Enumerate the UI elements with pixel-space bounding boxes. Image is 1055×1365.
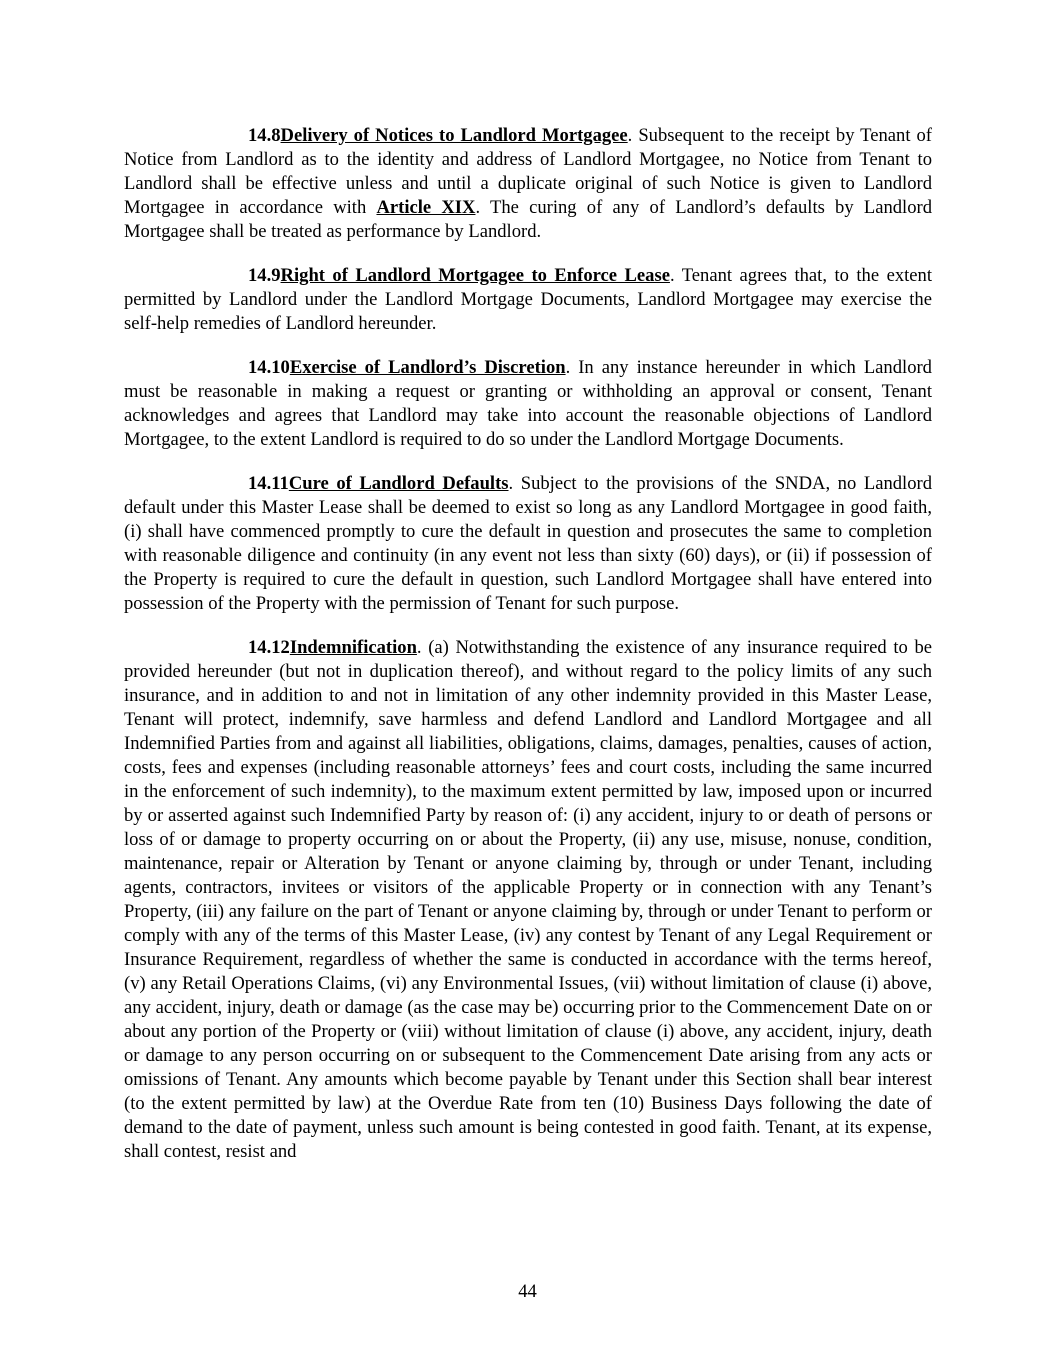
section-14-11 <box>124 472 932 616</box>
section-body: . (a) Notwithstanding the existence of any insurance required to be provided hereunder (but not in duplication thereof), and without regard to the policy limits of any such insurance, and in addition to and not in limitation of any other indemnity provided in this Master Lease, Tenant will protect, indemnify, save harmless and defend Landlord and Landlord Mortgagee and all Indemnified Parties from and against all liabilities, obligations, claims, damages, penalties, causes of action, costs, fees and expenses (including reasonable attorneys’ fees and court costs, including the same incurred in the enforcement of such indemnity), to the maximum extent permitted by law, imposed upon or incurred by or asserted against such Indemnified Party by reason of: (i) any accident, injury to or death of persons or loss of or damage to property occurring on or about the Property, (ii) any use, misuse, nonuse, condition, maintenance, repair or Alteration by Tenant or anyone claiming by, through or under Tenant, including agents, contractors, invitees or visitors of the applicable Property or in connection with any Tenant’s Property, (iii) any failure on the part of Tenant or anyone claiming by, through or under Tenant to perform or comply with any of the terms of this Master Lease, (iv) any contest by Tenant of any Legal Requirement or Insurance Requirement, regardless of whether the same is conducted in accordance with the terms hereof, (v) any Retail Operations Claims, (vi) any Environmental Issues, (vii) without limitation of clause (i) above, any accident, injury, death or damage (as the case may be) occurring prior to the Commencement Date on or about any portion of the Property or (viii) without limitation of clause (i) above, any accident, injury, death or damage to any person occurring on or subsequent to the Commencement Date arising from any acts or omissions of Tenant. Any amounts which become payable by Tenant under this Section shall bear interest (to the extent permitted by law) at the Overdue Rate from ten (10) Business Days following the date of demand to the date of payment, unless such amount is being contested in good faith. Tenant, at its expense, shall contest, resist and <box>124 637 932 1162</box>
section-number: 14.8 <box>248 125 281 146</box>
article-reference: Article XIX <box>376 197 476 218</box>
section-number: 14.11 <box>248 473 289 494</box>
section-body: . Subject to the provisions of the SNDA, no Landlord default under this Master Lease shall be deemed to exist so long as any Landlord Mortgagee in good faith, (i) shall have commenced promptly to cure the default in question and prosecutes the same to completion with reasonable diligence and continuity (in any event not less than sixty (60) days), or (ii) if possession of the Property is required to cure the default in question, such Landlord Mortgagee shall have entered into possession of the Property with the permission of Tenant for such purpose. <box>124 473 932 614</box>
section-body: . Tenant agrees that, to the extent permitted by Landlord under the Landlord Mortgage Documents, Landlord Mortgagee may exercise the self-help remedies of Landlord hereunder. <box>124 265 932 334</box>
section-number: 14.12 <box>248 637 290 658</box>
section-number: 14.9 <box>248 265 281 286</box>
section-14-8 <box>124 124 932 244</box>
section-14-10 <box>124 356 932 452</box>
section-title: Exercise of Landlord’s Discretion <box>289 357 566 378</box>
section-title: Cure of Landlord Defaults <box>288 473 509 494</box>
section-title: Right of Landlord Mortgagee to Enforce Lease <box>280 265 670 286</box>
section-body: . Subsequent to the receipt by Tenant of Notice from Landlord as to the identity and address of Landlord Mortgagee, no Notice from Tenant to Landlord shall be effective unless and until a duplicate original of such Notice is given to Landlord Mortgagee in accordance with <box>124 125 932 218</box>
section-title: Indemnification <box>289 637 417 658</box>
document-page <box>124 124 932 1184</box>
section-body: . In any instance hereunder in which Landlord must be reasonable in making a request or granting or withholding an approval or consent, Tenant acknowledges and agrees that Landlord may take into account the reasonable objections of Landlord Mortgagee, to the extent Landlord is required to do so under the Landlord Mortgage Documents. <box>124 357 932 450</box>
section-body-continued: . The curing of any of Landlord’s defaults by Landlord Mortgagee shall be treated as performance by Landlord. <box>124 197 932 242</box>
section-title: Delivery of Notices to Landlord Mortgagee <box>280 125 628 146</box>
page-number: 44 <box>518 1281 537 1302</box>
section-14-9 <box>124 264 932 336</box>
section-14-12 <box>124 636 932 1164</box>
section-number: 14.10 <box>248 357 290 378</box>
